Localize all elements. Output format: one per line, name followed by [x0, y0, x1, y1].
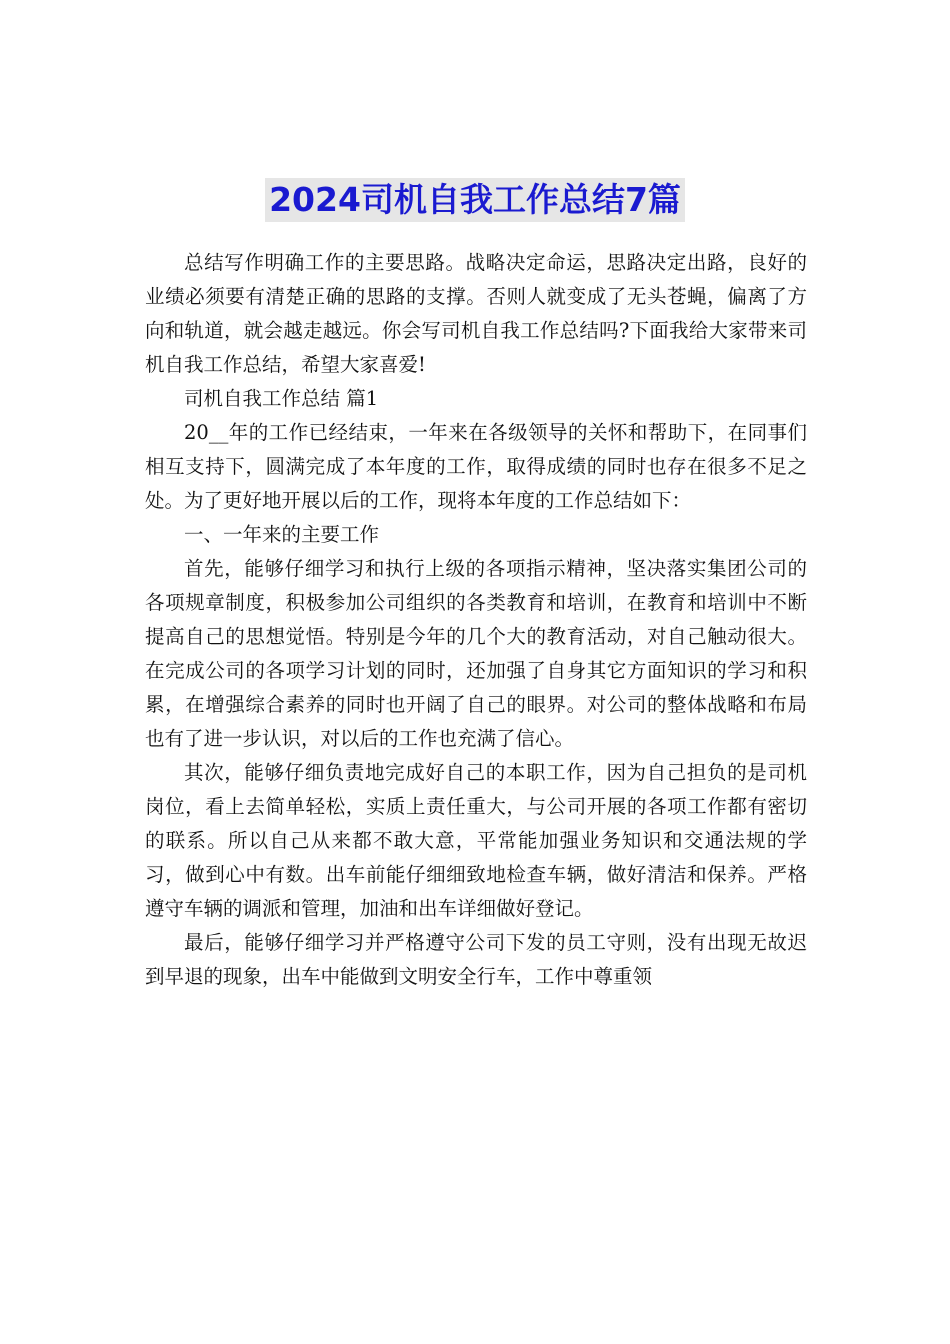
body-paragraph: 最后，能够仔细学习并严格遵守公司下发的员工守则，没有出现无故迟到早退的现象，出车中能做到文明安全行车，工作中尊重领: [145, 931, 807, 988]
body-paragraph: 首先，能够仔细学习和执行上级的各项指示精神，坚决落实集团公司的各项规章制度，积极参加公司组织的各类教育和培训，在教育和培训中不断提高自己的思想觉悟。特别是今年的几个大的教育活动，对自己触动很大。在完成公司的各项学习计划的同时，还加强了自身其它方面知识的学习和积累，在增强综合素养的同时也开阔了自己的眼界。对公司的整体战略和布局也有了进一步认识，对以后的工作也充满了信心。: [145, 557, 807, 750]
intro-paragraph: 总结写作明确工作的主要思路。战略决定命运，思路决定出路，良好的业绩必须要有清楚正确的思路的支撑。否则人就变成了无头苍蝇，偏离了方向和轨道，就会越走越远。你会写司机自我工作总结吗?下面我给大家带来司机自我工作总结，希望大家喜爱!: [145, 251, 807, 376]
section-title-part1: 司机自我工作总结 篇1: [184, 387, 379, 410]
document-title: 2024司机自我工作总结7篇: [265, 178, 685, 222]
body-paragraph: 20__年的工作已经结束，一年来在各级领导的关怀和帮助下，在同事们相互支持下，圆满完成了本年度的工作，取得成绩的同时也存在很多不足之处。为了更好地开展以后的工作，现将本年度的工作总结如下：: [145, 421, 807, 512]
document-body: [145, 246, 807, 994]
body-paragraph: 其次，能够仔细负责地完成好自己的本职工作，因为自己担负的是司机岗位，看上去简单轻松，实质上责任重大，与公司开展的各项工作都有密切的联系。所以自己从来都不敢大意，平常能加强业务知识和交通法规的学习，做到心中有数。出车前能仔细细致地检查车辆，做好清洁和保养。严格遵守车辆的调派和管理，加油和出车详细做好登记。: [145, 761, 807, 920]
title-container: [0, 178, 950, 222]
subheading-main-work: 一、一年来的主要工作: [184, 523, 380, 546]
